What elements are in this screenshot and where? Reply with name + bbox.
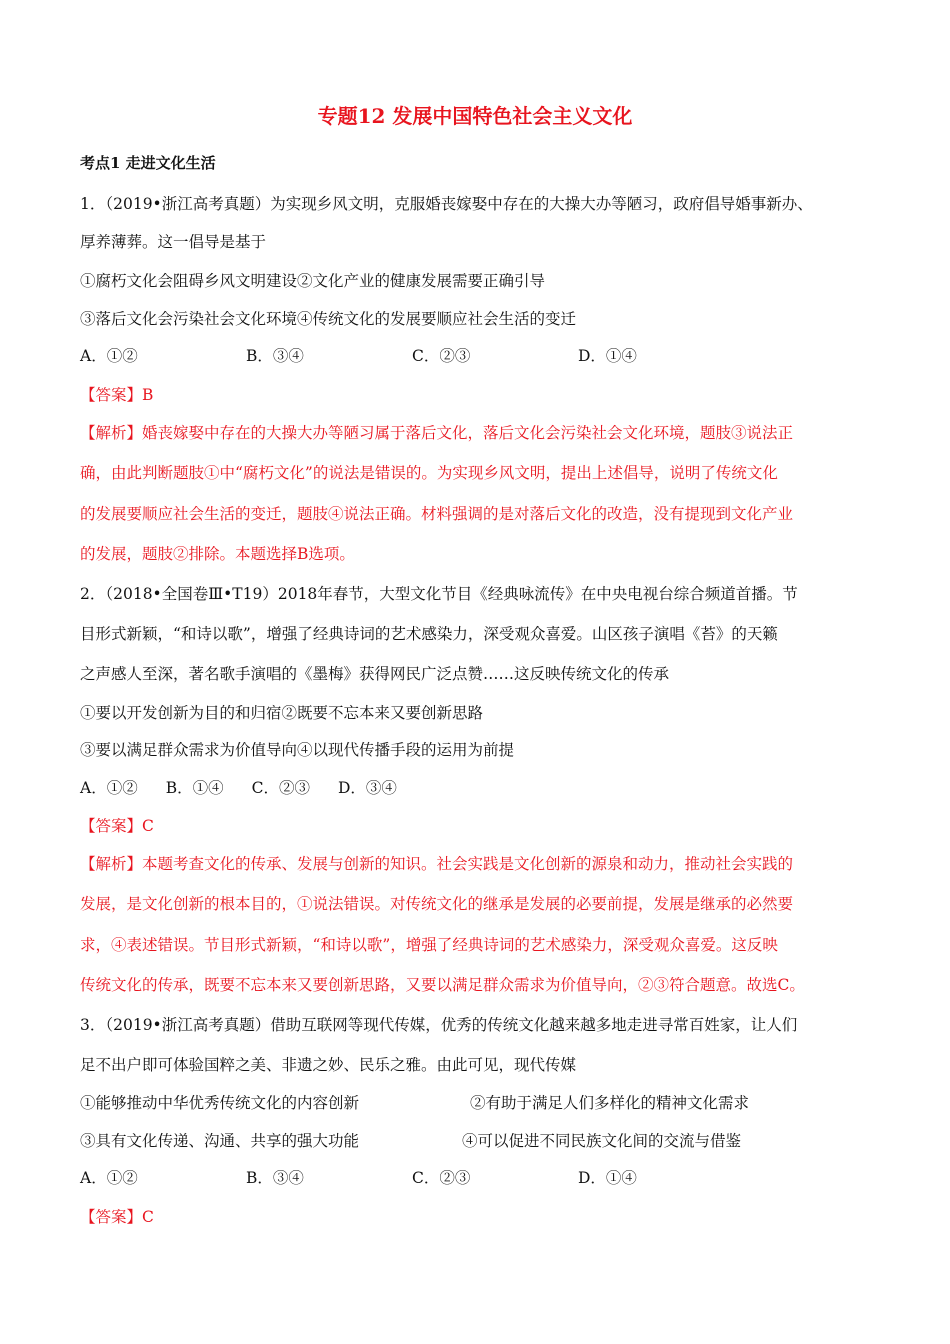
q2-analysis-line-4: 传统文化的传承，既要不忘本来又要创新思路，又要以满足群众需求为价值导向，②③符合题意。故选C。 [80, 976, 805, 994]
q2-answer: 【答案】C [80, 817, 154, 835]
q2-option-d: D．③④ [337, 779, 397, 797]
q2-analysis-line-3: 求，④表述错误。节目形式新颖，“和诗以歌”，增强了经典诗词的艺术感染力，深受观众喜爱。这反映 [80, 936, 778, 954]
q2-stem-line-2: 目形式新颖，“和诗以歌”，增强了经典诗词的艺术感染力，深受观众喜爱。山区孩子演唱《苔》的天籁 [80, 625, 778, 643]
q2-option-c: C．②③ [251, 779, 310, 797]
q1-option-a: A．①② [80, 347, 138, 365]
q2-stem-line-1: 2．（2018•全国卷Ⅲ•T19）2018年春节，大型文化节目《经典咏流传》在中央电视台综合频道首播。节 [80, 585, 798, 603]
q2-option-a: A．①② [80, 779, 138, 797]
q2-item-line-1: ①要以开发创新为目的和归宿②既要不忘本来又要创新思路 [80, 704, 484, 722]
q2-analysis-line-2: 发展，是文化创新的根本目的，①说法错误。对传统文化的继承是发展的必要前提，发展是继承的必然要 [80, 895, 794, 913]
q3-stem-line-2: 足不出户即可体验国粹之美、非遗之妙、民乐之雅。由此可见，现代传媒 [80, 1056, 577, 1074]
q3-item-2: ②有助于满足人们多样化的精神文化需求 [470, 1094, 750, 1112]
q2-analysis-line-1: 【解析】本题考查文化的传承、发展与创新的知识。社会实践是文化创新的源泉和动力，推动社会实践的 [80, 855, 794, 873]
q3-item-3: ③具有文化传递、沟通、共享的强大功能 [80, 1132, 360, 1150]
q3-option-c: C．②③ [412, 1169, 471, 1187]
section-heading: 考点1 走进文化生活 [80, 154, 216, 172]
q3-option-b: B．③④ [246, 1169, 304, 1187]
q3-option-d: D．①④ [578, 1169, 637, 1187]
page-title: 专题12 发展中国特色社会主义文化 [317, 104, 633, 128]
q1-item-line-2: ③落后文化会污染社会文化环境④传统文化的发展要顺应社会生活的变迁 [80, 310, 577, 328]
q3-answer: 【答案】C [80, 1208, 154, 1226]
q2-item-line-2: ③要以满足群众需求为价值导向④以现代传播手段的运用为前提 [80, 741, 515, 759]
q1-option-b: B．③④ [246, 347, 304, 365]
q3-option-a: A．①② [80, 1169, 138, 1187]
q1-item-line-1: ①腐朽文化会阻碍乡风文明建设②文化产业的健康发展需要正确引导 [80, 272, 546, 290]
q3-stem-line-1: 3．（2019•浙江高考真题）借助互联网等现代传媒，优秀的传统文化越来越多地走进寻常百姓家，让人们 [80, 1016, 798, 1034]
q1-analysis-line-1: 【解析】婚丧嫁娶中存在的大操大办等陋习属于落后文化，落后文化会污染社会文化环境，题肢③说法正 [80, 424, 794, 442]
q1-answer: 【答案】B [80, 386, 154, 404]
q3-item-4: ④可以促进不同民族文化间的交流与借鉴 [462, 1132, 742, 1150]
q2-stem-line-3: 之声感人至深，著名歌手演唱的《墨梅》获得网民广泛点赞……这反映传统文化的传承 [80, 665, 670, 683]
q2-options-line [80, 776, 397, 798]
q1-option-d: D．①④ [578, 347, 637, 365]
q1-option-c: C．②③ [412, 347, 471, 365]
q1-analysis-line-3: 的发展要顺应社会生活的变迁，题肢④说法正确。材料强调的是对落后文化的改造，没有提现到文化产业 [80, 505, 794, 523]
q1-stem-line-2: 厚养薄葬。这一倡导是基于 [80, 233, 267, 251]
q1-stem-line-1: 1．（2019•浙江高考真题）为实现乡风文明，克服婚丧嫁娶中存在的大操大办等陋习，政府倡导婚事新办、 [80, 195, 813, 213]
q1-analysis-line-2: 确，由此判断题肢①中“腐朽文化”的说法是错误的。为实现乡风文明，提出上述倡导，说明了传统文化 [80, 464, 778, 482]
q2-option-b: B．①④ [165, 779, 224, 797]
q1-analysis-line-4: 的发展，题肢②排除。本题选择B选项。 [80, 545, 355, 563]
q3-item-1: ①能够推动中华优秀传统文化的内容创新 [80, 1094, 360, 1112]
